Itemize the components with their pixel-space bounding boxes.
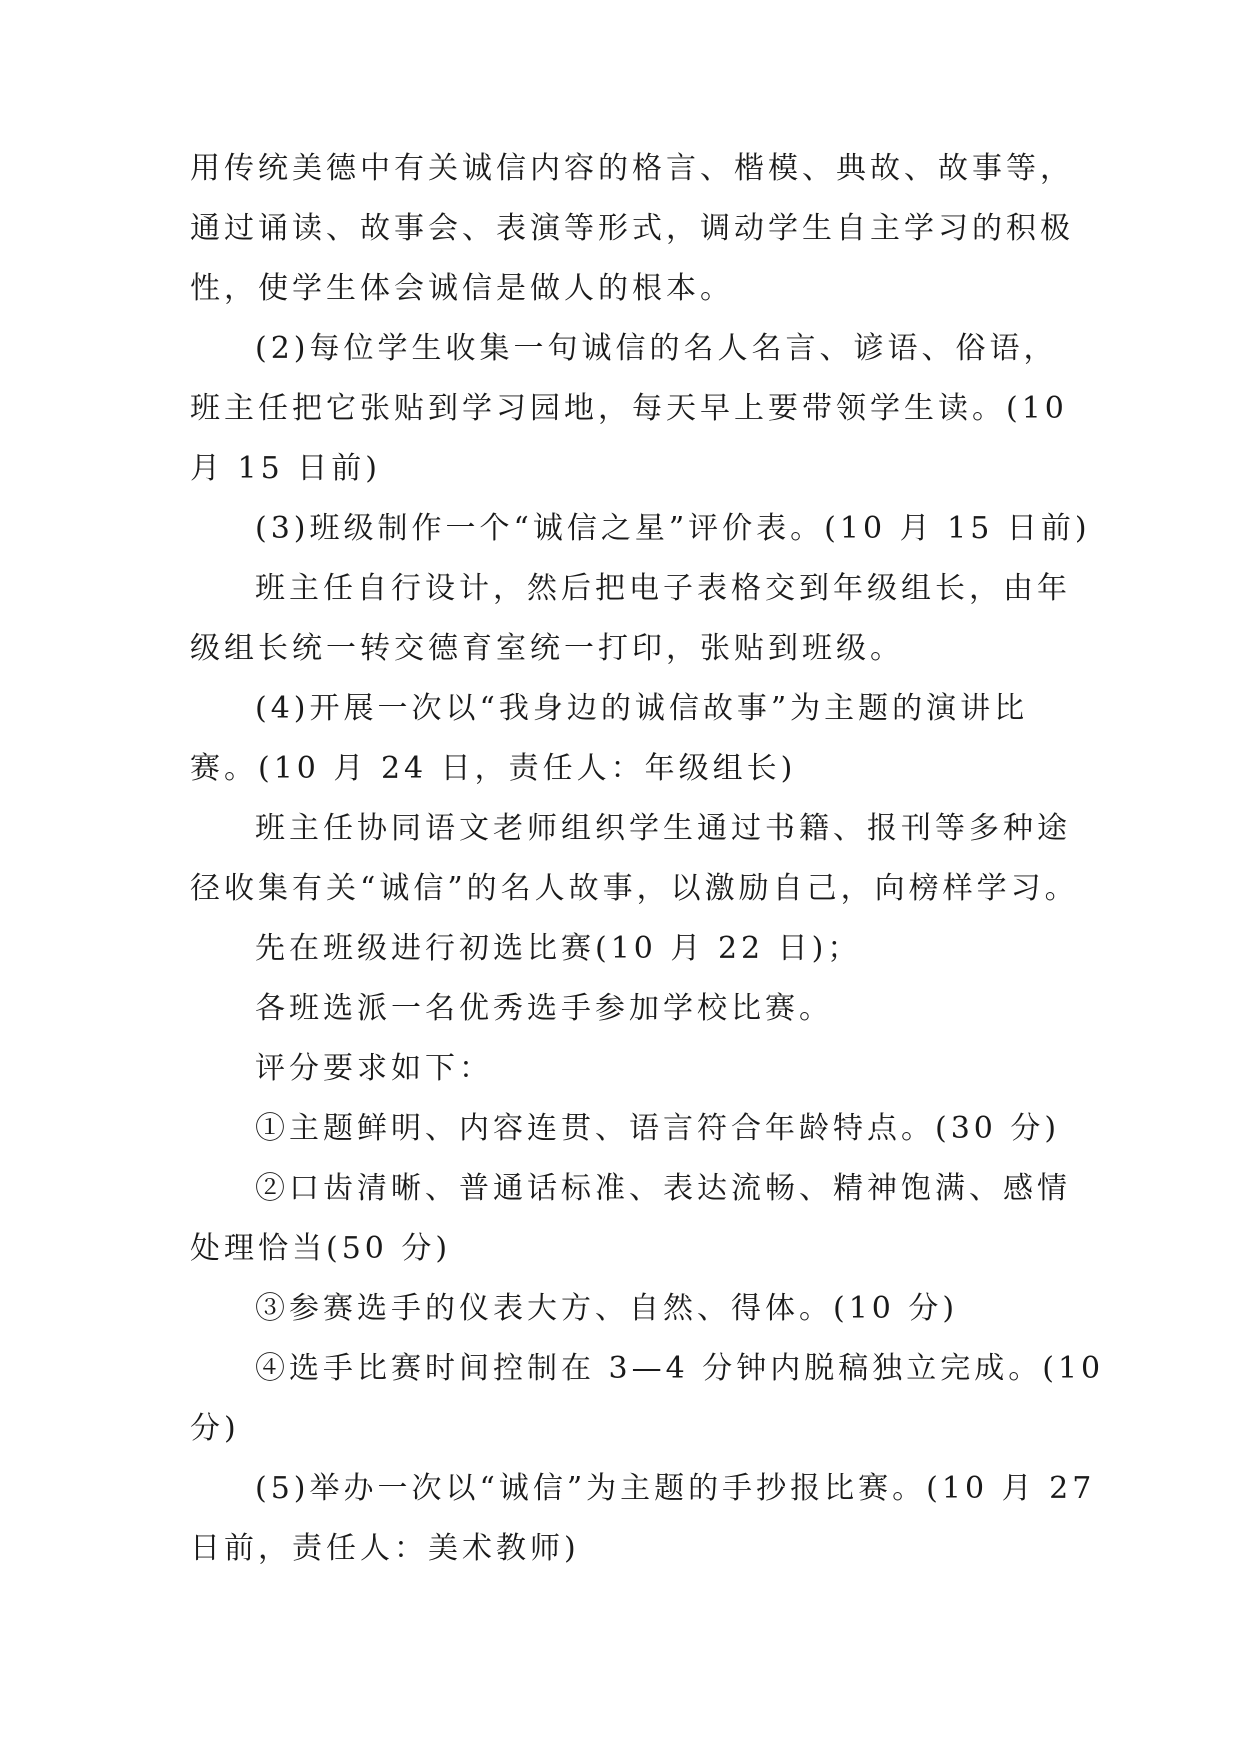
body-text-line: ①主题鲜明、内容连贯、语言符合年龄特点。(30 分) <box>255 1111 1061 1146</box>
body-text-line: ④选手比赛时间控制在 3—4 分钟内脱稿独立完成。(10 <box>255 1351 1105 1386</box>
body-text-line: ②口齿清晰、普通话标准、表达流畅、精神饱满、感情 <box>255 1171 1071 1206</box>
body-text-line: 用传统美德中有关诚信内容的格言、楷模、典故、故事等， <box>190 151 1074 186</box>
body-text-line: 分) <box>190 1411 240 1446</box>
body-text-line: (2)每位学生收集一句诚信的名人名言、谚语、俗语， <box>255 331 1058 366</box>
body-text-line: 评分要求如下： <box>255 1051 493 1086</box>
body-text-line: (4)开展一次以“我身边的诚信故事”为主题的演讲比 <box>255 691 1029 726</box>
body-text-line: 日前，责任人：美术教师) <box>190 1531 580 1566</box>
body-text-line: (3)班级制作一个“诚信之星”评价表。(10 月 15 日前) <box>255 511 1091 546</box>
body-text-line: 班主任把它张贴到学习园地，每天早上要带领学生读。(10 <box>190 391 1068 426</box>
body-text-line: 各班选派一名优秀选手参加学校比赛。 <box>255 991 833 1026</box>
body-text-line: (5)举办一次以“诚信”为主题的手抄报比赛。(10 月 27 <box>255 1471 1096 1506</box>
body-text-line: ③参赛选手的仪表大方、自然、得体。(10 分) <box>255 1291 959 1326</box>
body-text-line: 先在班级进行初选比赛(10 月 22 日)； <box>255 931 862 966</box>
body-text-line: 级组长统一转交德育室统一打印，张贴到班级。 <box>190 631 904 666</box>
body-text-line: 径收集有关“诚信”的名人故事，以激励自己，向榜样学习。 <box>190 871 1079 906</box>
body-text-line: 处理恰当(50 分) <box>190 1231 452 1266</box>
body-text-line: 通过诵读、故事会、表演等形式，调动学生自主学习的积极 <box>190 211 1074 246</box>
body-text-line: 班主任协同语文老师组织学生通过书籍、报刊等多种途 <box>255 811 1071 846</box>
body-text-line: 月 15 日前) <box>190 451 381 486</box>
body-text-line: 班主任自行设计，然后把电子表格交到年级组长，由年 <box>255 571 1071 606</box>
body-text-line: 性，使学生体会诚信是做人的根本。 <box>190 271 734 306</box>
body-text-line: 赛。(10 月 24 日，责任人：年级组长) <box>190 751 797 786</box>
